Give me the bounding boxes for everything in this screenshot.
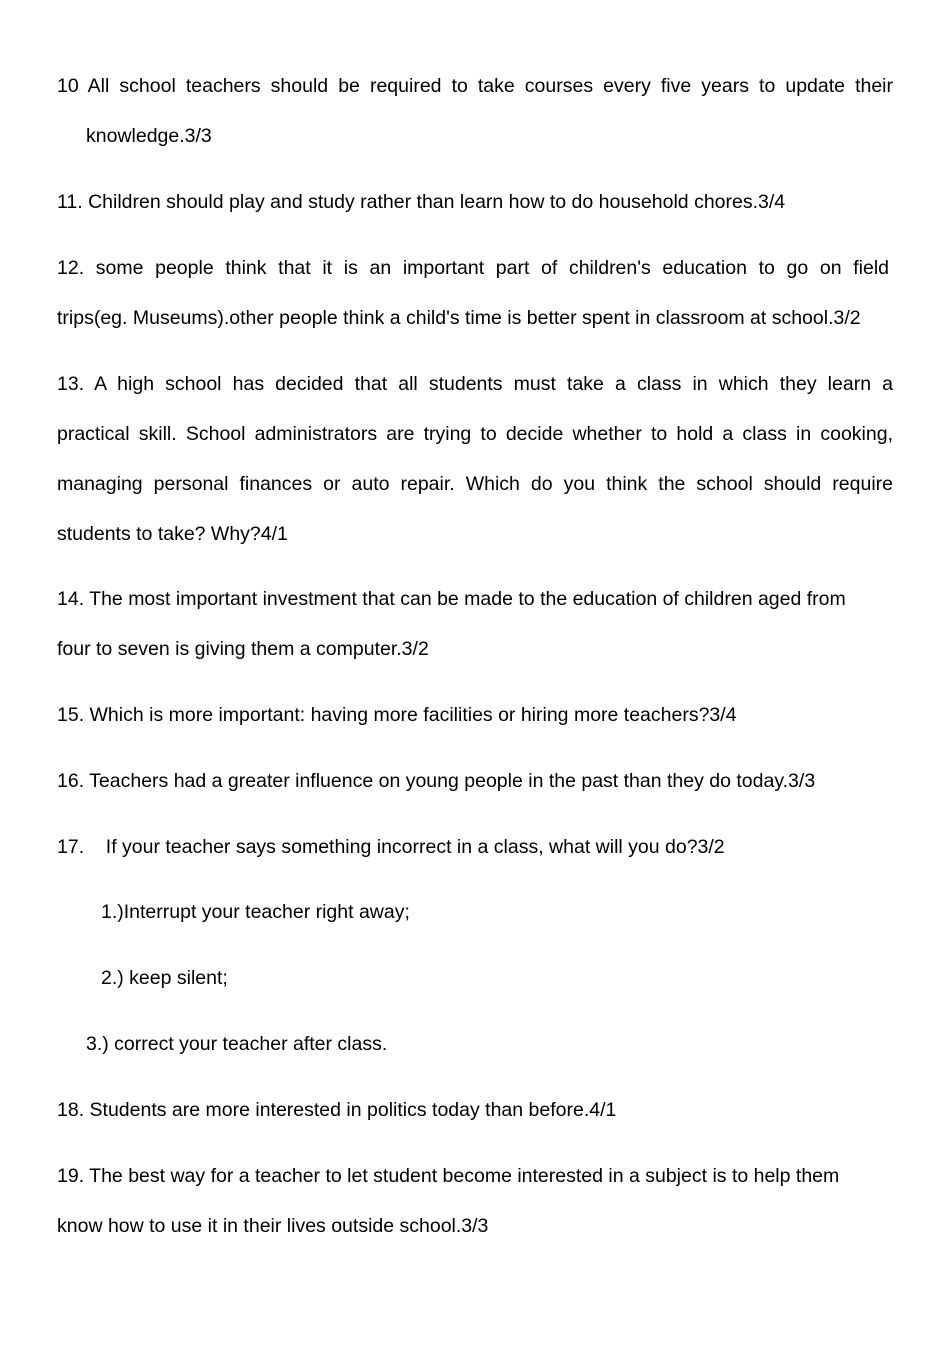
question-19-line-1: 19. The best way for a teacher to let student become interested in a subject is to help them <box>57 1165 840 1187</box>
option-2: 2.) keep silent; <box>101 967 228 989</box>
question-10-line-2: knowledge.3/3 <box>86 125 212 147</box>
question-13-line-4: students to take? Why?4/1 <box>57 523 288 545</box>
question-16-line-1: 16. Teachers had a greater influence on young people in the past than they do today.3/3 <box>57 770 816 792</box>
question-14-line-2: four to seven is giving them a computer.3/2 <box>57 638 429 660</box>
option-3: 3.) correct your teacher after class. <box>86 1033 388 1055</box>
question-19-line-2: know how to use it in their lives outside school.3/3 <box>57 1215 489 1237</box>
question-13-line-3: managing personal finances or auto repair. Which do you think the school should require <box>57 473 893 495</box>
question-15-line-1: 15. Which is more important: having more facilities or hiring more teachers?3/4 <box>57 704 737 726</box>
question-13-line-2: practical skill. School administrators are trying to decide whether to hold a class in cooking, <box>57 423 893 445</box>
question-13-line-1: 13. A high school has decided that all students must take a class in which they learn a <box>57 373 893 395</box>
question-18-line-1: 18. Students are more interested in politics today than before.4/1 <box>57 1099 617 1121</box>
question-11-line-1: 11. Children should play and study rather than learn how to do household chores.3/4 <box>57 191 786 213</box>
question-10-line-1: 10 All school teachers should be required to take courses every five years to update their <box>57 75 893 97</box>
question-12-line-1: 12. some people think that it is an important part of children's education to go on field <box>57 257 889 279</box>
question-17-line-1: 17. If your teacher says something incorrect in a class, what will you do?3/2 <box>57 836 725 858</box>
option-1: 1.)Interrupt your teacher right away; <box>101 901 410 923</box>
question-12-line-2: trips(eg. Museums).other people think a child's time is better spent in classroom at school.3/2 <box>57 307 861 329</box>
question-14-line-1: 14. The most important investment that can be made to the education of children aged from <box>57 588 846 610</box>
